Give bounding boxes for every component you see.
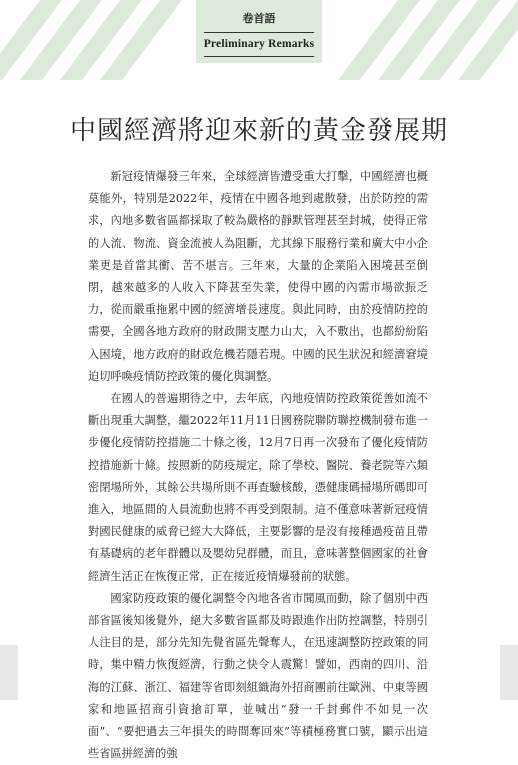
header-divider-bottom (204, 56, 314, 57)
article-title: 中國經濟將迎來新的黃金發展期 (69, 116, 448, 146)
page-edge-bar-left (0, 645, 18, 700)
section-header (196, 0, 322, 63)
paragraph-2: 在國人的普遍期待之中，去年底，內地疫情防控政策從善如流不斷出現重大調整，繼2022年11月11日國務院聯防聯控機制發布進一步優化疫情防控措施二十條之後，12月7日再一次發布了優化疫情防控措施新十條。按照新的防疫規定，除了學校、醫院、養老院等六類密閉場所外，其餘公共場所則不再查驗核酸，憑健康碼掃場所碼即可進入，地區間的人員流動也將不再受到限制。這不僅意味著新冠疫情對國民健康的威脅已經大大降低，主要影響的是沒有接種過疫苗且帶有基礎病的老年群體以及嬰幼兒群體，而且，意味著整個國家的社會經濟生活正在恢復正常，正在接近疫情爆發前的狀態。 (88, 392, 428, 583)
paragraph-3: 國家防疫政策的優化調整令內地各省市聞風而動，除了個別中西部省區後知後覺外，絕大多數省區都及時跟進作出防控調整，特別引人注目的是，部分先知先覺省區先聲奪人，在迅速調整防控政策的同時，集中精力恢復經濟，行動之快令人震驚！譬如，西南的四川、沿海的江蘇、浙江、福建等省即刻組織海外招商團前往歐洲、中東等國家和地區招商引資搶訂單，並喊出“發一千封郵件不如見一次面”、“要把過去三年損失的時間奪回來”等積極務實口號，顯示出這些省區拼經濟的強 (88, 591, 428, 761)
section-title: 卷首語 (242, 12, 276, 25)
paragraph-1: 新冠疫情爆發三年來，全球經濟皆遭受重大打擊，中國經濟也概莫能外，特別是2022年，疫情在中國各地到處散發，出於防控的需求，內地多數省區都採取了較為嚴格的靜默管理甚至封城，使得正常的人流、物流、資金流被人為阻斷，尤其線下服務行業和廣大中小企業更是首當其衝、苦不堪言。三年來，大量的企業陷入困境甚至倒閉，越來越多的人收入下降甚至失業，使得中國的內需市場欲振乏力，從而嚴重拖累中國的經濟增長速度。與此同時，由於疫情防控的需要，全國各地方政府的財政開支壓力山大，入不敷出，也都紛紛陷入困境，地方政府的財政危機若隱若現。中國的民生狀況和經濟窘境迫切呼喚疫情防控政策的優化與調整。 (88, 170, 428, 383)
decorative-stripes-left (0, 0, 190, 80)
section-subtitle: Preliminary Remarks (203, 38, 315, 50)
page-edge-bar-right (500, 645, 518, 700)
decorative-stripes-right (328, 0, 518, 80)
header-divider-top (204, 32, 314, 33)
article-body (88, 166, 428, 765)
